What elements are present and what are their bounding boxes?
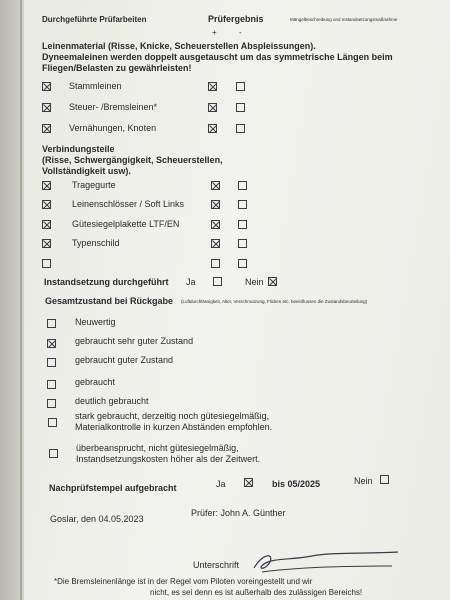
verbindung-1-minus-checkbox[interactable] — [238, 200, 247, 209]
verbindung-heading-1: Verbindungsteile — [42, 144, 115, 154]
leinen-1-label: Steuer- /Bremsleinen* — [69, 102, 158, 112]
verbindung-0-label: Tragegurte — [72, 180, 116, 190]
verbindung-2-label: Gütesiegelplakette LTF/EN — [72, 219, 180, 229]
leinen-0-label: Stammleinen — [69, 81, 122, 91]
verbindung-3-minus-checkbox[interactable] — [238, 239, 247, 248]
instandsetzung-nein-label: Nein — [245, 277, 264, 287]
verbindung-0-done-checkbox[interactable] — [42, 181, 51, 190]
verbindung-2-done-checkbox[interactable] — [42, 220, 51, 229]
verbindung-3-plus-checkbox[interactable] — [211, 239, 220, 248]
header-col-result: Prüfergebnis — [208, 14, 264, 24]
pruefer: Prüfer: John A. Günther — [191, 508, 286, 518]
zustand-5-checkbox[interactable] — [48, 418, 57, 427]
zustand-2-label: gebraucht guter Zustand — [75, 355, 174, 365]
gesamtzustand-note: (Luftdurchlässigkeit, Alter, Verschmutzung, Flicken etc. beeinflussen die Zustandsbeurteilung) — [181, 299, 368, 304]
zustand-5-line1: stark gebraucht, derzeitig noch gütesiegelmäßig, — [75, 411, 270, 421]
verbindung-2-minus-checkbox[interactable] — [238, 220, 247, 229]
binding-line — [20, 0, 22, 600]
zustand-3-label: gebraucht — [75, 377, 116, 387]
leinen-1-minus-checkbox[interactable] — [236, 103, 245, 112]
instandsetzung-label: Instandsetzung durchgeführt — [44, 277, 169, 287]
leinen-2-done-checkbox[interactable] — [42, 124, 51, 133]
instandsetzung-nein-checkbox[interactable] — [268, 277, 277, 286]
instandsetzung-ja-checkbox[interactable] — [213, 277, 222, 286]
verbindung-4-plus-checkbox[interactable] — [211, 259, 220, 268]
leinen-2-label: Vernähungen, Knoten — [69, 123, 157, 133]
zustand-4-checkbox[interactable] — [47, 399, 56, 408]
stempel-ja-checkbox[interactable] — [244, 478, 253, 487]
unterschrift-label: Unterschrift — [193, 560, 240, 570]
verbindung-1-plus-checkbox[interactable] — [211, 200, 220, 209]
instandsetzung-ja-label: Ja — [186, 277, 196, 287]
header-minus: - — [239, 28, 242, 37]
zustand-0-label: Neuwertig — [75, 317, 116, 327]
gesamtzustand-heading: Gesamtzustand bei Rückgabe — [45, 296, 174, 306]
leinen-heading-2: Dyneemaleinen werden doppelt ausgetauscht um das symmetrische Längen beim — [42, 52, 393, 62]
zustand-3-checkbox[interactable] — [47, 380, 56, 389]
stempel-bis: bis 05/2025 — [272, 479, 321, 489]
stempel-nein-checkbox[interactable] — [380, 475, 389, 484]
ort-datum: Goslar, den 04.05.2023 — [50, 514, 144, 524]
zustand-6-checkbox[interactable] — [49, 449, 58, 458]
stempel-label: Nachprüfstempel aufgebracht — [49, 483, 177, 493]
zustand-1-label: gebraucht sehr guter Zustand — [75, 336, 194, 346]
leinen-heading-1: Leinenmaterial (Risse, Knicke, Scheuerstellen Abspleissungen). — [42, 41, 316, 51]
leinen-1-plus-checkbox[interactable] — [208, 103, 217, 112]
zustand-5-line2: Materialkontrolle in kurzen Abständen empfohlen. — [75, 422, 273, 432]
leinen-0-plus-checkbox[interactable] — [208, 82, 217, 91]
footnote-line-2: nicht, es sei denn es ist außerhalb des zulässigen Bereichs! — [150, 588, 363, 597]
stempel-nein-label: Nein — [354, 476, 373, 486]
leinen-0-done-checkbox[interactable] — [42, 82, 51, 91]
leinen-2-minus-checkbox[interactable] — [236, 124, 245, 133]
leinen-heading-3: Fliegen/Belasten zu gewährleisten! — [42, 63, 192, 73]
verbindung-heading-2: (Risse, Schwergängigkeit, Scheuerstellen, — [42, 155, 223, 165]
zustand-1-checkbox[interactable] — [47, 339, 56, 348]
header-col-work: Durchgeführte Prüfarbeiten — [42, 15, 147, 24]
zustand-6-line1: überbeansprucht, nicht gütesiegelmäßig, — [76, 443, 239, 453]
stempel-ja-label: Ja — [216, 479, 226, 489]
verbindung-1-label: Leinenschlösser / Soft Links — [72, 199, 185, 209]
leinen-0-minus-checkbox[interactable] — [236, 82, 245, 91]
verbindung-heading-3: Vollständigkeit usw). — [42, 166, 131, 176]
leinen-2-plus-checkbox[interactable] — [208, 124, 217, 133]
verbindung-2-plus-checkbox[interactable] — [211, 220, 220, 229]
zustand-0-checkbox[interactable] — [47, 319, 56, 328]
verbindung-4-minus-checkbox[interactable] — [238, 259, 247, 268]
verbindung-0-plus-checkbox[interactable] — [211, 181, 220, 190]
leinen-1-done-checkbox[interactable] — [42, 103, 51, 112]
verbindung-3-done-checkbox[interactable] — [42, 239, 51, 248]
verbindung-4-done-checkbox[interactable] — [42, 259, 51, 268]
zustand-2-checkbox[interactable] — [47, 358, 56, 367]
zustand-6-line2: Instandsetzungskosten höher als der Zeitwert. — [76, 454, 261, 464]
zustand-4-label: deutlich gebraucht — [75, 396, 149, 406]
signature — [252, 546, 402, 576]
verbindung-1-done-checkbox[interactable] — [42, 200, 51, 209]
header-plus: + — [212, 28, 217, 37]
footnote-line-1: *Die Bremsleinenlänge ist in der Regel vom Piloten voreingestellt und wir — [54, 577, 313, 586]
verbindung-0-minus-checkbox[interactable] — [238, 181, 247, 190]
verbindung-3-label: Typenschild — [72, 238, 120, 248]
header-col-description: Mängelbeschreibung und Instandsetzungsmaßnahme — [290, 17, 398, 22]
